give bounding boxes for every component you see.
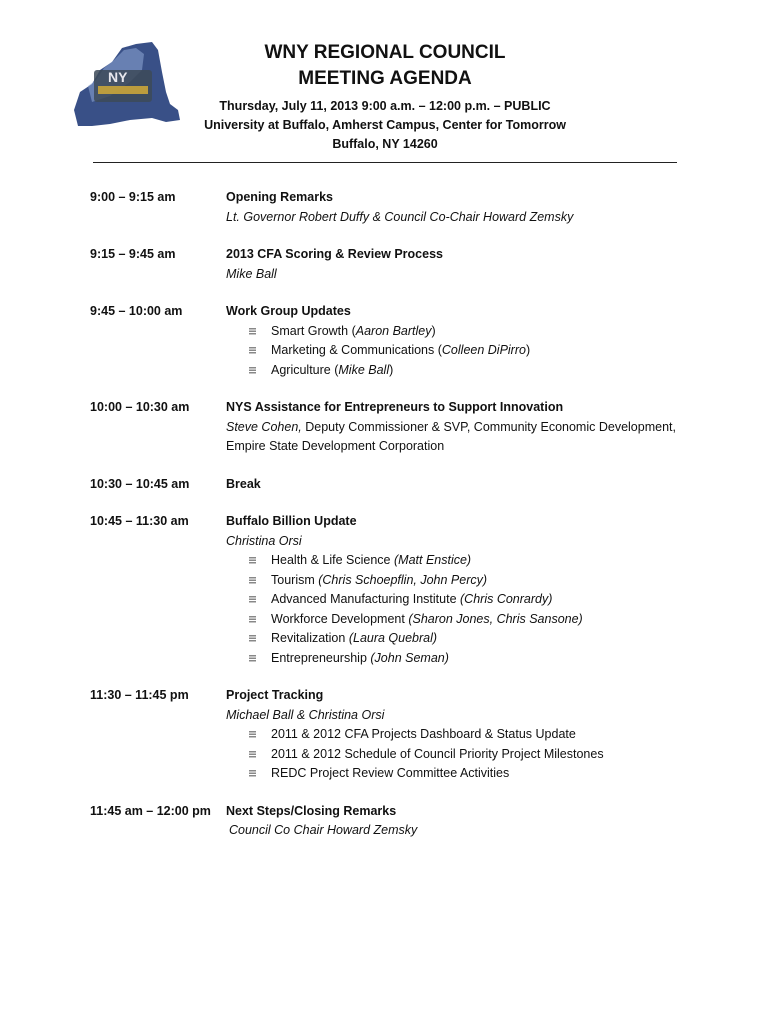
agenda-topic: NYS Assistance for Entrepreneurs to Support Innovation	[226, 400, 564, 414]
agenda-topic: Work Group Updates	[226, 304, 351, 318]
list-item: Marketing & Communications (Colleen DiPirro)	[249, 341, 750, 361]
list-item: Revitalization (Laura Quebral)	[249, 629, 750, 649]
agenda-time: 10:45 – 11:30 am	[90, 514, 189, 528]
agenda-topic: 2013 CFA Scoring & Review Process	[226, 247, 443, 261]
agenda-item	[90, 475, 750, 495]
meeting-date: Thursday, July 11, 2013 9:00 a.m. – 12:00 p.m. – PUBLIC	[219, 99, 551, 113]
list-item: Advanced Manufacturing Institute (Chris Conrardy)	[249, 590, 750, 610]
logo-text: NY	[108, 69, 128, 85]
agenda-presenter: Council Co Chair Howard Zemsky	[229, 823, 418, 837]
agenda-list	[90, 188, 750, 841]
agenda-item	[90, 686, 750, 784]
agenda-time: 9:00 – 9:15 am	[90, 190, 176, 204]
agenda-topic: Break	[226, 476, 261, 491]
agenda-topic: Next Steps/Closing Remarks	[226, 803, 397, 818]
list-item: Workforce Development (Sharon Jones, Chris Sansone)	[249, 610, 750, 630]
list-item: REDC Project Review Committee Activities	[249, 764, 750, 784]
meeting-city: Buffalo, NY 14260	[332, 137, 438, 151]
list-item: Smart Growth (Aaron Bartley)	[249, 322, 750, 342]
agenda-item	[90, 302, 750, 380]
agenda-header	[150, 40, 620, 154]
agenda-item	[90, 512, 750, 668]
list-item: Tourism (Chris Schoepflin, John Percy)	[249, 571, 750, 591]
agenda-time: 9:45 – 10:00 am	[90, 304, 183, 318]
meeting-location: University at Buffalo, Amherst Campus, Center for Tomorrow	[204, 118, 566, 132]
agenda-item	[90, 245, 750, 284]
list-item: Entrepreneurship (John Seman)	[249, 649, 750, 669]
agenda-item	[90, 188, 750, 227]
list-item: Agriculture (Mike Ball)	[249, 361, 750, 381]
agenda-time: 9:15 – 9:45 am	[90, 247, 176, 261]
bullet-list	[226, 551, 750, 668]
agenda-title: MEETING AGENDA	[298, 68, 472, 89]
agenda-topic: Opening Remarks	[226, 190, 333, 204]
agenda-time: 11:30 – 11:45 pm	[90, 688, 189, 702]
agenda-time: 11:45 am – 12:00 pm	[90, 803, 211, 818]
agenda-time: 10:30 – 10:45 am	[90, 476, 190, 491]
header-divider	[93, 162, 677, 163]
agenda-topic: Buffalo Billion Update	[226, 514, 357, 528]
list-item: 2011 & 2012 Schedule of Council Priority Project Milestones	[249, 745, 750, 765]
agenda-topic: Project Tracking	[226, 688, 324, 702]
agenda-item	[90, 398, 750, 457]
agenda-presenter: Mike Ball	[226, 266, 277, 281]
agenda-item	[90, 802, 750, 841]
agenda-presenter-org: Empire State Development Corporation	[226, 439, 445, 453]
agenda-time: 10:00 – 10:30 am	[90, 400, 190, 414]
list-item: 2011 & 2012 CFA Projects Dashboard & Status Update	[249, 725, 750, 745]
council-title: WNY REGIONAL COUNCIL	[264, 42, 506, 63]
list-item: Health & Life Science (Matt Enstice)	[249, 551, 750, 571]
agenda-presenter: Steve Cohen, Deputy Commissioner & SVP, Community Economic Development,	[226, 419, 676, 434]
agenda-presenter: Christina Orsi	[226, 533, 302, 548]
agenda-presenter: Lt. Governor Robert Duffy & Council Co-Chair Howard Zemsky	[226, 209, 574, 224]
bullet-list	[226, 725, 750, 784]
agenda-presenter: Michael Ball & Christina Orsi	[226, 707, 385, 722]
bullet-list	[226, 322, 750, 381]
